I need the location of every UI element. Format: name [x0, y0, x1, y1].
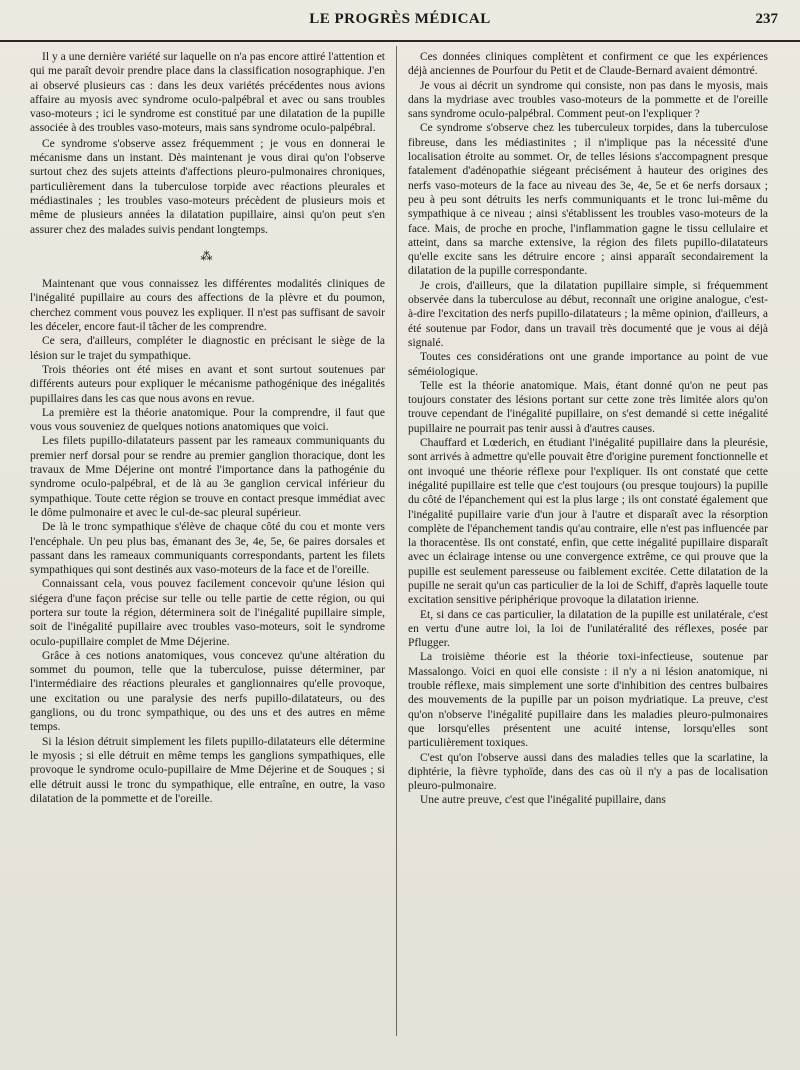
- paragraph: Ce sera, d'ailleurs, compléter le diagnostic en précisant le siège de la lésion sur le trajet du sympathique.: [30, 335, 385, 362]
- paragraph: La troisième théorie est la théorie toxi-infectieuse, soutenue par Massalongo. Voici en quoi elle consiste : il n'y a ni lésion anatomique, ni trouble réflexe, mais simplement une sorte d'inhibition des centres bulbaires des mouvements de la pupille par un poison mydriatique. La preuve, c'est qu'on n'observe l'inégalité pupillaire dans les maladies pleuro-pulmonaires que lorsqu'elles présentent une acuité intense, lorsqu'elles sont particulièrement toxiques.: [408, 651, 768, 750]
- paragraph: Il y a une dernière variété sur laquelle on n'a pas encore attiré l'attention et qui me paraît devoir prendre place dans la classification nosographique. J'en ai observé plusieurs cas : dans les deux variétés précédentes nous avions affaire au myosis avec syndrome oculo-palpébral et avec ou sans troubles vaso-moteurs ; ici le syndrome est constitué par une dilatation de la pupille associée à des troubles vaso-moteurs, mais sans syndrome oculo-palpébral.: [30, 51, 385, 135]
- paragraph: Connaissant cela, vous pouvez facilement concevoir qu'une lésion qui siégera d'une façon précise sur telle ou telle partie de cette région, ou qui portera sur toute la région, déterminera soit de l'inégalité pupillaire simple, soit de l'inégalité pupillaire avec troubles vaso-moteurs, soit le syndrome oculo-pupillaire complet de Mme Déjerine.: [30, 578, 385, 648]
- column-divider: [396, 46, 397, 1036]
- paragraph: Et, si dans ce cas particulier, la dilatation de la pupille est unilatérale, c'est en vertu d'une autre loi, la loi de l'unilatéralité des réflexes, posée par Pflugger.: [408, 608, 768, 650]
- page-number: 237: [755, 11, 778, 27]
- paragraph: Les filets pupillo-dilatateurs passent par les rameaux communiquants du premier nerf dorsal pour se rendre au premier ganglion thoracique, dont les travaux de Mme Déjerine ont montré l'importance dans la pathogénie du syndrome oculo-palpébral, et de là au 3e ganglion cervical inférieur du sympathique. Toute cette région se trouve en contact presque immédiat avec le dôme pulmonaire et avec le cul-de-sac pleural supérieur.: [30, 435, 385, 519]
- paragraph: Je crois, d'ailleurs, que la dilatation pupillaire simple, si fréquemment observée dans la tuberculose au début, reconnaît une origine analogue, c'est-à-dire l'excitation des nerfs pupillo-dilatateurs ; la même opinion, d'ailleurs, a été soutenue par Fodor, dans un travail très documenté que je vous ai déjà signalé.: [408, 279, 768, 349]
- paragraph: Ce syndrome s'observe assez fréquemment ; je vous en donnerai le mécanisme dans un instant. Dès maintenant je vous dirai qu'on l'observe surtout chez des sujets atteints d'affections pleuro-pulmonaires chroniques, particulièrement dans la tuberculose torpide avec réactions pleurales et médiastinales ; les troubles vaso-moteurs précèdent de plusieurs mois et même de plusieurs années la dilatation pupillaire, ainsi qu'on peut s'en assurer chez des malades suivis pendant longtemps.: [30, 137, 385, 236]
- paragraph: De là le tronc sympathique s'élève de chaque côté du cou et monte vers l'encéphale. Un peu plus bas, émanant des 3e, 4e, 5e, 6e paires dorsales et passant dans les rameaux communiquants correspondants, partent les filets sympathiques qui sont destinés aux vaso-moteurs de la face et de l'oreille.: [30, 521, 385, 577]
- paragraph: Toutes ces considérations ont une grande importance au point de vue séméiologique.: [408, 351, 768, 378]
- page-header: [0, 0, 800, 42]
- paragraph: Grâce à ces notions anatomiques, vous concevez qu'une altération du sommet du poumon, telle que la tuberculose, puisse déterminer, par l'intermédiaire des réactions pleurales et ganglionnaires qu'elle provoque, une excitation ou une paralysie des nerfs pupillo-dilatateurs, ou des ganglions, ou du tronc sympathique, ou des uns et des autres en même temps.: [30, 649, 385, 734]
- journal-title: LE PROGRÈS MÉDICAL: [309, 11, 491, 27]
- paragraph: La première est la théorie anatomique. Pour la comprendre, il faut que vous vous souveniez de quelques notions anatomiques que voici.: [30, 406, 385, 434]
- section-asterism: ⁂: [200, 248, 215, 263]
- paragraph: Telle est la théorie anatomique. Mais, étant donné qu'on ne peut pas toujours constater des lésions portant sur cette zone très limitée alors qu'on trouve cependant de l'inégalité pupillaire, on s'est demandé si cette inégalité pupillaire ne pourrait pas tenir aussi à d'autres causes.: [408, 379, 768, 435]
- paragraph: Trois théories ont été mises en avant et sont surtout soutenues par différents auteurs pour expliquer le mécanisme pathogénique des inégalités pupillaires dans les cas que nous avons en revue.: [30, 363, 385, 405]
- paragraph: Je vous ai décrit un syndrome qui consiste, non pas dans le myosis, mais dans la mydriase avec troubles vaso-moteurs de la pommette et de l'oreille sans syndrome oculo-palpébral. Comment peut-on l'expliquer ?: [408, 79, 768, 121]
- paragraph: Une autre preuve, c'est que l'inégalité pupillaire, dans: [420, 794, 666, 807]
- paragraph: Maintenant que vous connaissez les différentes modalités cliniques de l'inégalité pupillaire au cours des affections de la plèvre et du poumon, cherchez comment vous pouvez les expliquer. Il n'est pas suffisant de savoir les déceler, encore faut-il tâcher de les comprendre.: [30, 278, 385, 334]
- paragraph: Chauffard et Lœderich, en étudiant l'inégalité pupillaire dans la pleurésie, sont arrivés à admettre qu'elle pouvait être d'origine purement fonctionnelle et ont invoqué une théorie réflexe pour l'expliquer. Ils ont constaté que cette inégalité pupillaire est telle que c'est toujours (ou presque toujours) la pupille du côté de l'épanchement qui est la plus large ; ils ont constaté également que l'inégalité pupillaire varie d'un jour à l'autre et disparaît avec la résorption complète de l'épanchement tandis qu'au contraire, elle n'est pas influencée par la thoracentèse. Ils ont constaté, enfin, que cette inégalité pupillaire disparaît avec un éclairage intense ou une convergence extrême, ce qui prouve que la pupille est seulement paresseuse ou faiblement excitée. Cette dilatation de la pupille ne serait qu'un cas particulier de la loi de Schiff, d'après laquelle toute excitation sensitive périphérique provoque la dilatation irienne.: [408, 437, 768, 607]
- right-column: [408, 50, 768, 808]
- paragraph: C'est qu'on l'observe aussi dans des maladies telles que la scarlatine, la diphtérie, la fièvre typhoïde, dans des cas où il n'y a pas de localisation pleuro-pulmonaire.: [408, 751, 768, 793]
- paragraph: Ce syndrome s'observe chez les tuberculeux torpides, dans la tuberculose fibreuse, dans les médiastinites ; il n'implique pas la nécessité d'une localisation étroite au sommet. Or, de telles lésions s'accompagnent presque fatalement d'adénopathie siégeant précisément à hauteur des origines des nerfs vaso-moteurs de la face au niveau des 3e, 4e, 5e et 6e nerfs dorsaux ; peu à peu sont détruits les nerfs communiquants et le tronc lui-même du sympathique à ce niveau ; ainsi s'établissent les troubles vaso-moteurs de la face. Mais, de proche en proche, l'inflammation gagne le tissu cellulaire et atteint, dans sa marche extensive, la région des filets pupillo-dilatateurs qu'elle excite sans les détruire encore ; ainsi apparaît secondairement la dilatation de la pupille correspondante.: [408, 122, 768, 278]
- left-column: [30, 50, 385, 806]
- paragraph: Ces données cliniques complètent et confirment ce que les expériences déjà anciennes de Pourfour du Petit et de Claude-Bernard avaient démontré.: [408, 51, 768, 78]
- paragraph: Si la lésion détruit simplement les filets pupillo-dilatateurs elle détermine le myosis ; si elle détruit en même temps les ganglions sympathiques, elle provoque le syndrome oculo-pupillaire de Mme Déjerine et de Souques ; si elle détruit aussi le tronc du sympathique, elle entraîne, en outre, la vaso dilatation de la pommette et de l'oreille.: [30, 735, 385, 805]
